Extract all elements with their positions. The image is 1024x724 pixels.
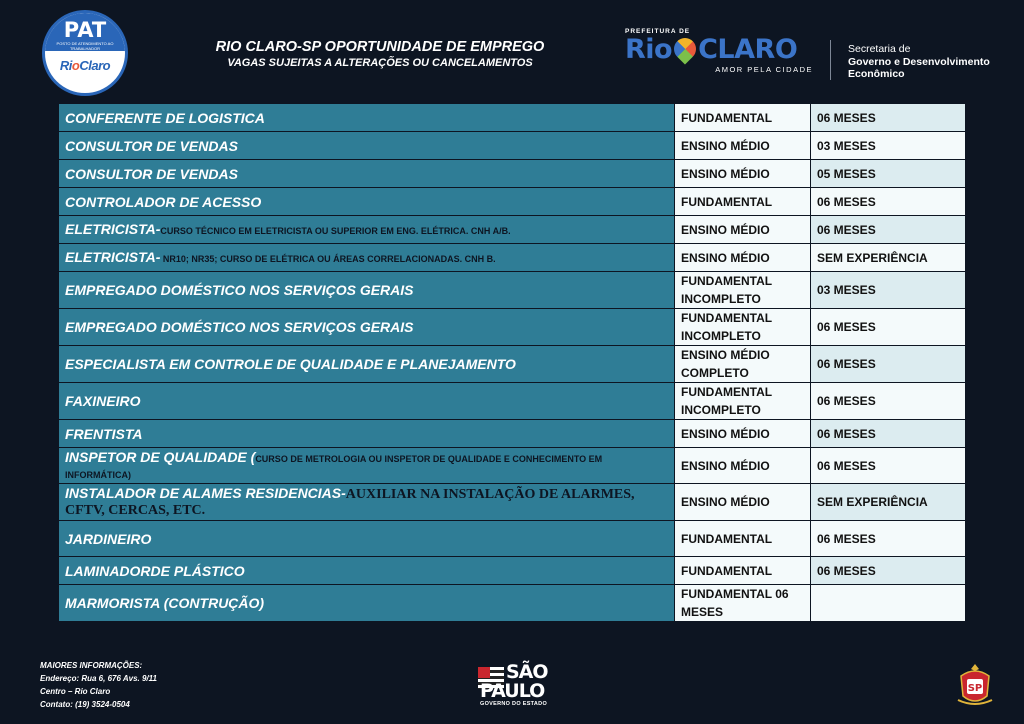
job-experience: SEM EXPERIÊNCIA	[811, 484, 966, 521]
prefeitura-motto: AMOR PELA CIDADE	[715, 65, 813, 74]
secretaria-line1: Secretaria de	[848, 43, 911, 55]
jobs-table	[58, 103, 966, 622]
table-row	[59, 585, 966, 622]
secretaria-label	[848, 43, 990, 81]
job-role: LAMINADORDE PLÁSTICO	[59, 557, 675, 585]
job-education: ENSINO MÉDIO	[675, 244, 811, 272]
sp-coat-of-arms-icon	[956, 662, 994, 708]
job-role: ELETRICISTA-CURSO TÉCNICO EM ELETRICISTA OU SUPERIOR EM ENG. ELÉTRICA. CNH A/B.	[59, 216, 675, 244]
table-row	[59, 448, 966, 484]
secretaria-line3: Econômico	[848, 68, 905, 80]
sp-logo-line1: SÃO	[506, 661, 548, 683]
table-row	[59, 484, 966, 521]
prefeitura-name-claro: CLARO	[698, 34, 798, 65]
contact-info-title: MAIORES INFORMAÇÕES:	[40, 661, 143, 670]
table-row	[59, 420, 966, 448]
job-education: ENSINO MÉDIO	[675, 160, 811, 188]
header-divider	[830, 40, 831, 80]
table-row	[59, 309, 966, 346]
prefeitura-name-rio: Rio	[625, 34, 673, 65]
job-education: FUNDAMENTAL INCOMPLETO	[675, 309, 811, 346]
job-role: ELETRICISTA- NR10; NR35; CURSO DE ELÉTRICA OU ÁREAS CORRELACIONADAS. CNH B.	[59, 244, 675, 272]
job-role: CONTROLADOR DE ACESSO	[59, 188, 675, 216]
table-row	[59, 244, 966, 272]
table-row	[59, 557, 966, 585]
crest-label: SP	[967, 683, 983, 694]
job-experience: 06 MESES	[811, 383, 966, 420]
job-note: NR10; NR35; CURSO DE ELÉTRICA OU ÁREAS CORRELACIONADAS. CNH B.	[160, 253, 496, 264]
job-experience: SEM EXPERIÊNCIA	[811, 244, 966, 272]
job-experience: 06 MESES	[811, 346, 966, 383]
prefeitura-small-label: PREFEITURA DE	[625, 28, 691, 35]
job-education: FUNDAMENTAL	[675, 188, 811, 216]
pat-logo-city: RioClaro	[59, 58, 111, 74]
table-row	[59, 272, 966, 309]
job-education: FUNDAMENTAL 06 MESES	[675, 585, 811, 622]
table-row	[59, 132, 966, 160]
table-row	[59, 383, 966, 420]
job-role: INSTALADOR DE ALAMES RESIDENCIAS-AUXILIAR NA INSTALAÇÃO DE ALARMES, CFTV, CERCAS, ETC.	[59, 484, 675, 521]
table-row	[59, 160, 966, 188]
contact-info	[40, 659, 157, 711]
job-experience: 06 MESES	[811, 557, 966, 585]
table-row	[59, 346, 966, 383]
job-role: FAXINEIRO	[59, 383, 675, 420]
pat-logo-word: PAT	[63, 18, 107, 42]
job-experience: 06 MESES	[811, 521, 966, 557]
contact-district: Centro – Rio Claro	[40, 687, 111, 696]
job-role: MARMORISTA (CONTRUÇÃO)	[59, 585, 675, 622]
job-role: ESPECIALISTA EM CONTROLE DE QUALIDADE E PLANEJAMENTO	[59, 346, 675, 383]
job-education: FUNDAMENTAL	[675, 104, 811, 132]
job-experience	[811, 585, 966, 622]
contact-address: Endereço: Rua 6, 676 Avs. 9/11	[40, 674, 157, 683]
job-education: ENSINO MÉDIO COMPLETO	[675, 346, 811, 383]
job-note: AUXILIAR NA INSTALAÇÃO DE ALARMES, CFTV, CERCAS, ETC.	[65, 487, 635, 518]
contact-phone: Contato: (19) 3524-0504	[40, 700, 130, 709]
map-pin-icon	[670, 33, 701, 64]
job-role: INSPETOR DE QUALIDADE (CURSO DE METROLOGIA OU INSPETOR DE QUALIDADE E CONHECIMENTO EM INFORMÁTICA)	[59, 448, 675, 484]
pat-logo	[42, 10, 128, 96]
job-education: ENSINO MÉDIO	[675, 420, 811, 448]
job-experience: 06 MESES	[811, 216, 966, 244]
job-education: FUNDAMENTAL INCOMPLETO	[675, 383, 811, 420]
job-experience: 03 MESES	[811, 272, 966, 309]
page-subtitle: VAGAS SUJEITAS A ALTERAÇÕES OU CANCELAMENTOS	[227, 57, 533, 69]
job-role: EMPREGADO DOMÉSTICO NOS SERVIÇOS GERAIS	[59, 272, 675, 309]
job-note: CURSO TÉCNICO EM ELETRICISTA OU SUPERIOR EM ENG. ELÉTRICA. CNH A/B.	[160, 225, 511, 236]
table-row	[59, 188, 966, 216]
job-experience: 06 MESES	[811, 309, 966, 346]
prefeitura-logo	[625, 28, 825, 84]
page-title: RIO CLARO-SP OPORTUNIDADE DE EMPREGO	[215, 39, 545, 55]
page-header	[195, 38, 565, 70]
table-row	[59, 521, 966, 557]
job-experience: 06 MESES	[811, 420, 966, 448]
sp-logo-line2: PAULO	[480, 680, 545, 702]
job-education: ENSINO MÉDIO	[675, 132, 811, 160]
job-experience: 06 MESES	[811, 188, 966, 216]
job-role: CONFERENTE DE LOGISTICA	[59, 104, 675, 132]
sp-logo-gov: GOVERNO DO ESTADO	[480, 701, 548, 707]
job-education: FUNDAMENTAL INCOMPLETO	[675, 272, 811, 309]
job-experience: 03 MESES	[811, 132, 966, 160]
table-row	[59, 104, 966, 132]
job-education: FUNDAMENTAL	[675, 521, 811, 557]
job-education: ENSINO MÉDIO	[675, 484, 811, 521]
job-role: CONSULTOR DE VENDAS	[59, 160, 675, 188]
pat-logo-subtitle: POSTO DE ATENDIMENTO AO TRABALHADOR	[56, 41, 114, 51]
job-education: ENSINO MÉDIO	[675, 216, 811, 244]
job-experience: 06 MESES	[811, 448, 966, 484]
job-education: ENSINO MÉDIO	[675, 448, 811, 484]
job-experience: 05 MESES	[811, 160, 966, 188]
job-role: EMPREGADO DOMÉSTICO NOS SERVIÇOS GERAIS	[59, 309, 675, 346]
job-role: FRENTISTA	[59, 420, 675, 448]
job-role: JARDINEIRO	[59, 521, 675, 557]
secretaria-line2: Governo e Desenvolvimento	[848, 55, 990, 68]
job-experience: 06 MESES	[811, 104, 966, 132]
job-role: CONSULTOR DE VENDAS	[59, 132, 675, 160]
table-row	[59, 216, 966, 244]
sao-paulo-government-logo	[478, 663, 554, 711]
job-note: CURSO DE METROLOGIA OU INSPETOR DE QUALIDADE E CONHECIMENTO EM INFORMÁTICA)	[65, 453, 603, 480]
job-education: FUNDAMENTAL	[675, 557, 811, 585]
